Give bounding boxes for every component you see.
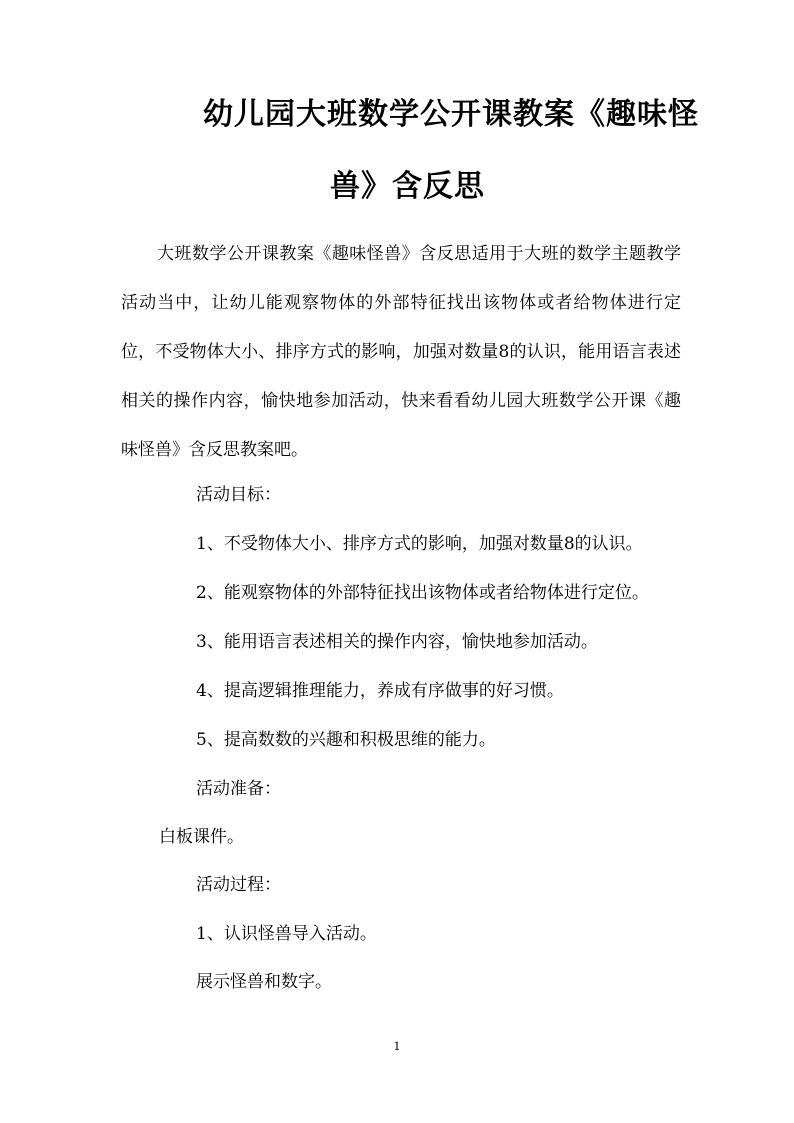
- process-step-1: 1、认识怪兽导入活动。: [196, 924, 377, 944]
- prep-heading: 活动准备：: [196, 779, 281, 799]
- goals-heading: 活动目标：: [196, 485, 281, 505]
- document-title-line-1: 幼儿园大班数学公开课教案《趣味怪: [203, 97, 699, 132]
- intro-paragraph: 大班数学公开课教案《趣味怪兽》含反思适用于大班的数学主题教学活动当中，让幼儿能观察物体的外部特征找出该物体或者给物体进行定位，不受物体大小、排序方式的影响，加强对数量8的认识，能用语言表述相关的操作内容，愉快地参加活动，快来看看幼儿园大班数学公开课《趣味怪兽》含反思教案吧。: [121, 244, 681, 460]
- prep-item: 白板课件。: [159, 827, 244, 847]
- process-heading: 活动过程：: [196, 875, 281, 895]
- goal-item-1: 1、不受物体大小、排序方式的影响，加强对数量8的认识。: [196, 534, 643, 554]
- process-step-1-detail: 展示怪兽和数字。: [196, 972, 332, 992]
- goal-item-3: 3、能用语言表述相关的操作内容，愉快地参加活动。: [196, 632, 598, 652]
- goal-item-5: 5、提高数数的兴趣和积极思维的能力。: [196, 730, 496, 750]
- goal-item-4: 4、提高逻辑推理能力，养成有序做事的好习惯。: [196, 681, 564, 701]
- page-number: 1: [393, 1040, 401, 1053]
- goal-item-2: 2、能观察物体的外部特征找出该物体或者给物体进行定位。: [196, 583, 649, 603]
- document-title-line-2: 兽》含反思: [330, 169, 485, 204]
